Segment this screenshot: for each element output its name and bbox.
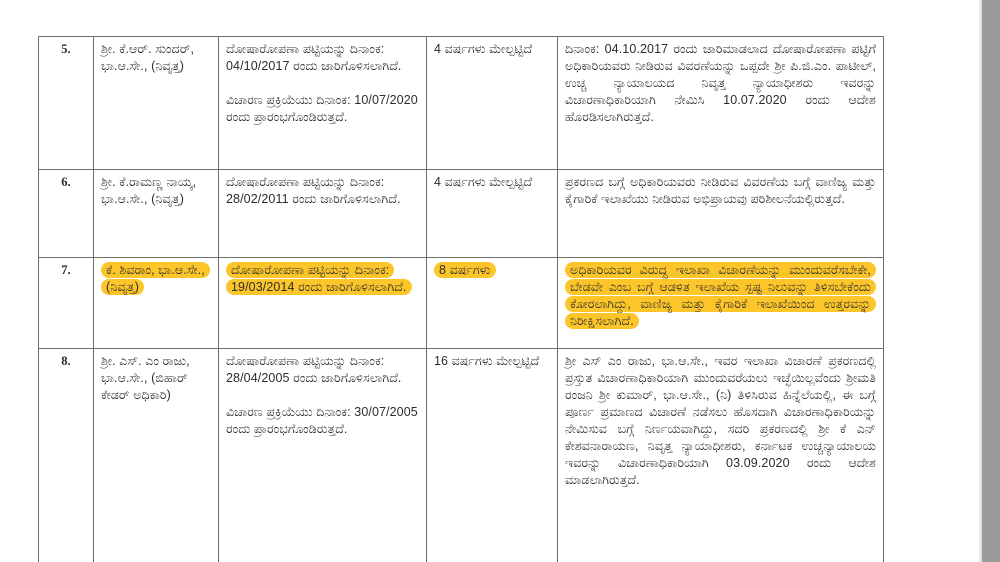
- duration-text: 4 ವರ್ಷಗಳು ಮೇಲ್ಪಟ್ಟಿದೆ: [434, 175, 533, 189]
- officer-name: ಶ್ರೀ. ಎಸ್. ಎಂ ರಾಜು, ಭಾ.ಆ.ಸೇ., (ಬಿಹಾರ್ ಕೇಡರ್ ಅಧಿಕಾರಿ): [101, 354, 190, 402]
- chargesheet-text: ದೋಷಾರೋಪಣಾ ಪಟ್ಟಿಯನ್ನು ದಿನಾಂಕ: 28/02/2011 ರಂದು ಜಾರಿಗೊಳಿಸಲಾಗಿದೆ.: [226, 175, 401, 206]
- status-text: ಪ್ರಕರಣದ ಬಗ್ಗೆ ಅಧಿಕಾರಿಯವರು ನೀಡಿರುವ ವಿವರಣೆಯ ಬಗ್ಗೆ ವಾಣಿಜ್ಯ ಮತ್ತು ಕೈಗಾರಿಕೆ ಇಲಾಖೆಯು ನೀಡಿರುವ ಅಭಿಪ್ರಾಯವು ಪರಿಶೀಲನೆಯಲ್ಲಿರುತ್ತದೆ.: [565, 175, 876, 206]
- duration-cell: [427, 258, 558, 349]
- table-row: [39, 37, 884, 170]
- chargesheet-cell: [219, 349, 427, 562]
- highlight-chargesheet-text: ದೋಷಾರೋಪಣಾ ಪಟ್ಟಿಯನ್ನು ದಿನಾಂಕ: 19/03/2014 ರಂದು ಜಾರಿಗೊಳಿಸಲಾಗಿದೆ.: [226, 262, 412, 295]
- status-cell: [558, 170, 884, 258]
- officer-name-cell: [94, 37, 219, 170]
- highlight-status-text: ಅಧಿಕಾರಿಯವರ ವಿರುದ್ಧ ಇಲಾಖಾ ವಿಚಾರಣೆಯನ್ನು ಮುಂದುವರೆಸಬೇಕೇ, ಬೇಡವೇ ಎಂಬ ಬಗ್ಗೆ ಆಡಳಿತ ಇಲಾಖೆಯ ಸ್ಪಷ್ಟ ನಿಲುವನ್ನು ತಿಳಿಸಬೇಕೆಂದು ಕೋರಲಾಗಿದ್ದು, ವಾಣಿಜ್ಯ ಮತ್ತು ಕೈಗಾರಿಕೆ ಇಲಾಖೆಯಿಂದ ಉತ್ತರವನ್ನು ನಿರೀಕ್ಷಿಸಲಾಗಿದೆ.: [565, 262, 876, 329]
- duration-cell: [427, 37, 558, 170]
- officer-name-cell: [94, 258, 219, 349]
- chargesheet-text: [226, 262, 419, 296]
- status-text: ದಿನಾಂಕ: 04.10.2017 ರಂದು ಜಾರಿಮಾಡಲಾದ ದೋಷಾರೋಪಣಾ ಪಟ್ಟಿಗೆ ಅಧಿಕಾರಿಯವರು ನೀಡಿರುವ ವಿವರಣೆಯನ್ನು ಒಪ್ಪದೇ ಶ್ರೀ ಪಿ.ಜಿ.ಎಂ. ಪಾಟೀಲ್, ಉಚ್ಚ ನ್ಯಾಯಾಲಯದ ನಿವೃತ್ತ ನ್ಯಾಯಾಧೀಶರು ಇವರನ್ನು ವಿಚಾರಣಾಧಿಕಾರಿಯಾಗಿ ನೇಮಿಸಿ 10.07.2020 ರಂದು ಆದೇಶ ಹೊರಡಿಸಲಾಗಿರುತ್ತದೆ.: [565, 42, 876, 124]
- duration-cell: [427, 349, 558, 562]
- table-row: [39, 170, 884, 258]
- chargesheet-cell: [219, 37, 427, 170]
- duration-text: 4 ವರ್ಷಗಳು ಮೇಲ್ಪಟ್ಟಿದೆ: [434, 42, 533, 56]
- officer-name-cell: [94, 170, 219, 258]
- serial-number: 7.: [61, 263, 71, 277]
- chargesheet-text: ದೋಷಾರೋಪಣಾ ಪಟ್ಟಿಯನ್ನು ದಿನಾಂಕ: 28/04/2005 ರಂದು ಜಾರಿಗೊಳಿಸಲಾಗಿದೆ.: [226, 354, 402, 385]
- officer-name-cell: [94, 349, 219, 562]
- table-row: [39, 349, 884, 562]
- inquiry-table: [38, 36, 884, 562]
- serial-number: 5.: [61, 42, 71, 56]
- officer-name: ಶ್ರೀ. ಕೆ.ಆರ್. ಸುಂದರ್, ಭಾ.ಆ.ಸೇ., (ನಿವೃತ್ತ): [101, 42, 195, 73]
- chargesheet-cell: [219, 170, 427, 258]
- chargesheet-text: ದೋಷಾರೋಪಣಾ ಪಟ್ಟಿಯನ್ನು ದಿನಾಂಕ: 04/10/2017 ರಂದು ಜಾರಿಗೊಳಿಸಲಾಗಿದೆ.: [226, 42, 402, 73]
- highlight-duration-text: 8 ವರ್ಷಗಳು: [434, 262, 496, 278]
- chargesheet-cell: [219, 258, 427, 349]
- status-cell: [558, 37, 884, 170]
- serial-number: 8.: [61, 354, 71, 368]
- duration-text: 16 ವರ್ಷಗಳು ಮೇಲ್ಪಟ್ಟಿದೆ: [434, 354, 540, 368]
- duration-cell: [427, 170, 558, 258]
- table-row-highlighted: [39, 258, 884, 349]
- status-text: ಶ್ರೀ ಎಸ್ ಎಂ ರಾಜು, ಭಾ.ಆ.ಸೇ., ಇವರ ಇಲಾಖಾ ವಿಚಾರಣೆ ಪ್ರಕರಣದಲ್ಲಿ ಪ್ರಸ್ತುತ ವಿಚಾರಣಾಧಿಕಾರಿಯಾಗಿ ಮುಂದುವರೆಯಲು ಇಚ್ಛೆಯಿಲ್ಲವೆಂದು ಶ್ರೀಮತಿ ರಂಜನಿ ಶ್ರೀ ಕುಮಾರ್, ಭಾ.ಆ.ಸೇ., (ನಿ) ತಿಳಿಸಿರುವ ಹಿನ್ನೆಲೆಯಲ್ಲಿ, ಈ ಬಗ್ಗೆ ಪೂರ್ಣ ಪ್ರಮಾಣದ ವಿಚಾರಣೆ ನಡೆಸಲು ಹೊಸದಾಗಿ ವಿಚಾರಣಾಧಿಕಾರಿಯನ್ನು ನೇಮಿಸುವ ಬಗ್ಗೆ ನಿರ್ಣಯವಾಗಿದ್ದು, ಸದರಿ ಪ್ರಕರಣದಲ್ಲಿ ಶ್ರೀ ಕೆ ಎನ್ ಕೇಶವನಾರಾಯಣ, ನಿವೃತ್ತ ನ್ಯಾಯಾಧೀಶರು, ಕರ್ನಾಟಕ ಉಚ್ಚನ್ಯಾಯಾಲಯ ಇವರನ್ನು ವಿಚಾರಣಾಧಿಕಾರಿಯಾಗಿ 03.09.2020 ರಂದು ಆದೇಶ ಮಾಡಲಾಗಿರುತ್ತದೆ.: [565, 354, 876, 487]
- scrollbar-track[interactable]: [982, 0, 1000, 562]
- status-cell: [558, 258, 884, 349]
- highlight-officer-name: ಕೆ. ಶಿವರಾಂ, ಭಾ.ಆ.ಸೇ., (ನಿವೃತ್ತ): [101, 262, 210, 295]
- serial-cell: [39, 349, 94, 562]
- serial-number: 6.: [61, 175, 71, 189]
- serial-cell: [39, 258, 94, 349]
- serial-cell: [39, 37, 94, 170]
- officer-name: ಶ್ರೀ. ಕೆ.ರಾಮಣ್ಣ ನಾಯ್ಕ, ಭಾ.ಆ.ಸೇ., (ನಿವೃತ್ತ): [101, 175, 197, 206]
- inquiry-start-text: ವಿಚಾರಣ ಪ್ರಕ್ರಿಯೆಯು ದಿನಾಂಕ: 30/07/2005 ರಂದು ಪ್ರಾರಂಭಗೊಂಡಿರುತ್ತದೆ.: [226, 405, 418, 436]
- serial-cell: [39, 170, 94, 258]
- status-cell: [558, 349, 884, 562]
- inquiry-start-text: ವಿಚಾರಣ ಪ್ರಕ್ರಿಯೆಯು ದಿನಾಂಕ: 10/07/2020 ರಂದು ಪ್ರಾರಂಭಗೊಂಡಿರುತ್ತದೆ.: [226, 93, 418, 124]
